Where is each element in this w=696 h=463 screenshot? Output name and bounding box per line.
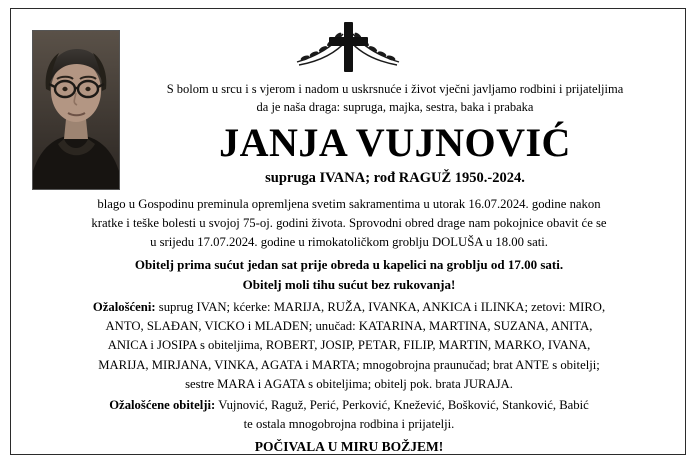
body-text xyxy=(42,195,656,252)
closing-text: POČIVALA U MIRU BOŽJEM! xyxy=(254,438,444,454)
body-line-3: u srijedu 17.07.2024. godine u rimokatoličkom groblju DOLUŠA u 18.00 sati. xyxy=(150,235,548,250)
body-line-1: blago u Gospodinu preminula opremljena svetim sakramentima u utorak 16.07.2024. godine nakon xyxy=(97,197,601,212)
body-block xyxy=(30,195,668,454)
intro-line-2: da je naša draga: supruga, majka, sestra, baka i prabaka xyxy=(256,100,534,115)
intro-text xyxy=(122,80,668,116)
mourners-line-5: sestre MARA i AGATA s obiteljima; obitelj pok. brata JURAJA. xyxy=(185,376,513,391)
condolence-notices xyxy=(42,255,656,294)
mourners-list xyxy=(42,298,656,393)
body-line-2: kratke i teške bolesti u svojoj 75-oj. godini života. Sprovodni obred drage nam pokojnice obavit će se xyxy=(91,216,607,231)
families-line-1 xyxy=(42,396,656,415)
mourners-text-1: suprug IVAN; kćerke: MARIJA, RUŽA, IVANKA, ANKICA i ILINKA; zetovi: MIRO, xyxy=(155,300,606,315)
families-label: Ožalošćene obitelji: xyxy=(109,397,216,412)
intro-line-1: S bolom u srcu i s vjerom i nadom u uskrsnuće i život vječni javljamo rodbini i prijateljima xyxy=(166,82,624,96)
condolence-line-2: Obitelj moli tihu sućut bez rukovanja! xyxy=(242,276,456,292)
mourners-line-4: MARIJA, MIRJANA, VINKA, AGATA i MARTA; mnogobrojna praunučad; brat ANTE s obitelji; xyxy=(98,357,600,372)
notice-content xyxy=(91,18,668,455)
deceased-subtitle: supruga IVANA; rođ RAGUŽ 1950.-2024. xyxy=(265,170,525,187)
deceased-name: JANJA VUJNOVIĆ xyxy=(219,120,571,166)
mourners-line-3: ANICA i JOSIPA s obiteljima, ROBERT, JOSIP, PETAR, FILIP, MARTIN, MARKO, IVANA, xyxy=(107,338,591,353)
families-list xyxy=(42,396,656,434)
mourners-line-1 xyxy=(42,298,656,317)
mourners-label: Ožalošćeni: xyxy=(92,300,156,315)
portrait-photo xyxy=(32,30,120,190)
condolence-line-1: Obitelj prima sućut jedan sat prije obreda u kapelici na groblju od 17.00 sati. xyxy=(134,257,564,273)
families-line-2: te ostala mnogobrojna rodbina i prijatelji. xyxy=(243,416,455,431)
families-text-1: Vujnović, Raguž, Perić, Perković, Knežević, Bošković, Stanković, Babić xyxy=(215,397,589,412)
mourners-line-2: ANTO, SLAĐAN, VICKO i MLADEN; unučad: KATARINA, MARTINA, SUZANA, ANITA, xyxy=(105,319,593,334)
